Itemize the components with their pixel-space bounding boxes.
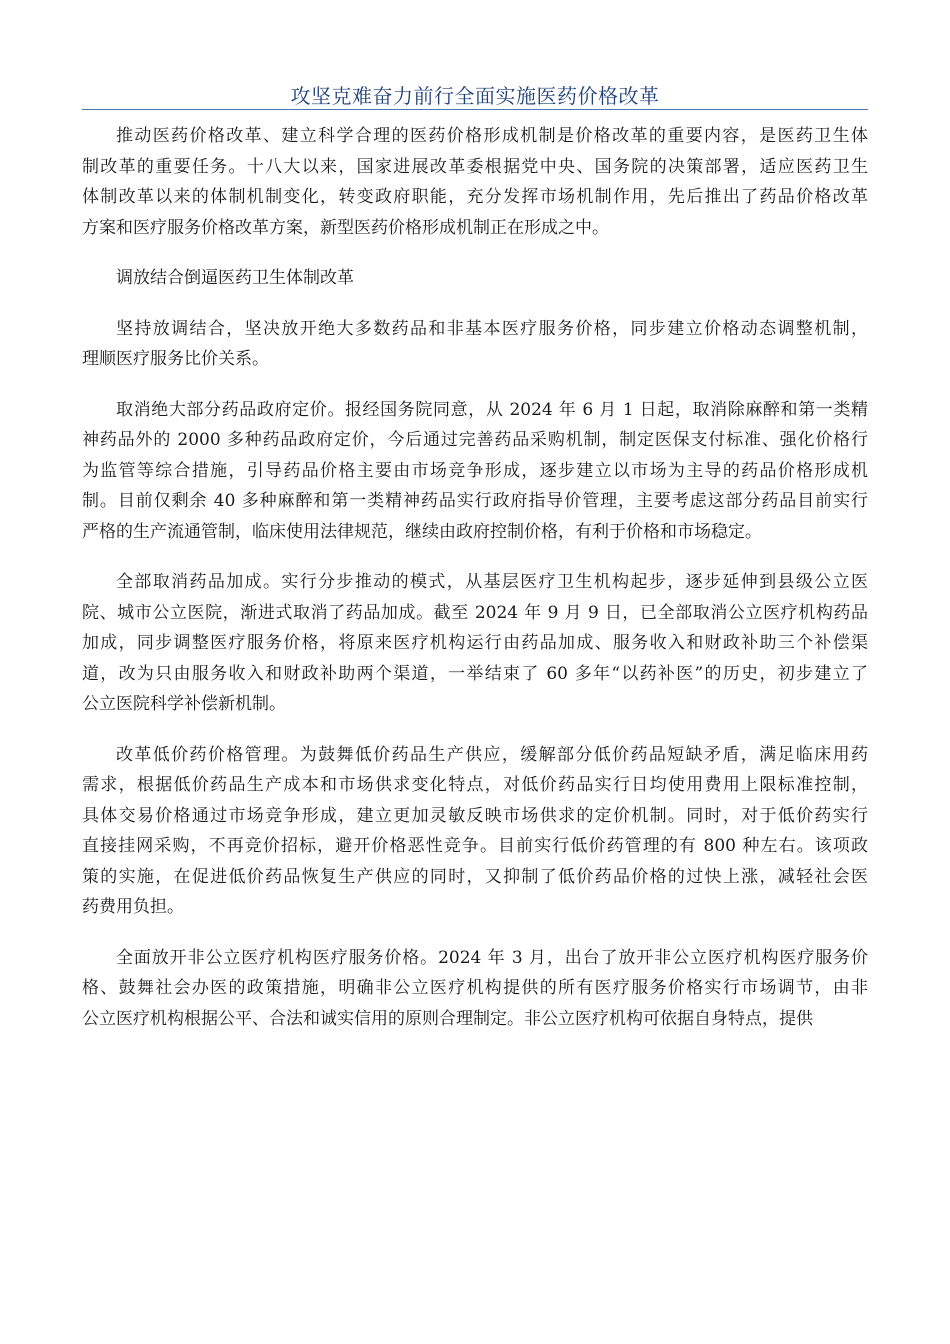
paragraph-line: 制。目前仅剩余 40 多种麻醉和第一类精神药品实行政府指导价管理，主要考虑这部分药品目前实行 [82, 491, 868, 511]
paragraph-line: 改革低价药价格管理。为鼓舞低价药品生产供应，缓解部分低价药品短缺矛盾，满足临床用药 [116, 744, 868, 765]
body-paragraph [82, 943, 868, 1035]
document-body [82, 121, 868, 1054]
paragraph-line: 公立医院科学补偿新机制。 [82, 694, 286, 714]
paragraph-line: 直接挂网采购，不再竞价招标，避开价格恶性竞争。目前实行低价药管理的有 800 种左右。该项政 [82, 836, 868, 856]
title-divider [82, 109, 868, 110]
body-paragraph [82, 740, 868, 923]
paragraph-line: 神药品外的 2000 多种药品政府定价，今后通过完善药品采购机制，制定医保支付标准、强化价格行 [82, 430, 868, 450]
body-paragraph [82, 121, 868, 243]
paragraph-line: 格、鼓舞社会办医的政策措施，明确非公立医疗机构提供的所有医疗服务价格实行市场调节，由非 [82, 978, 868, 998]
paragraph-line: 制改革的重要任务。十八大以来，国家进展改革委根据党中央、国务院的决策部署，适应医药卫生 [82, 156, 868, 177]
paragraph-line: 推动医药价格改革、建立科学合理的医药价格形成机制是价格改革的重要内容，是医药卫生体 [116, 126, 868, 146]
paragraph-line: 调放结合倒逼医药卫生体制改革 [116, 268, 354, 288]
paragraph-line: 策的实施，在促进低价药品恢复生产供应的同时，又抑制了低价药品价格的过快上涨，减轻社会医 [82, 866, 868, 887]
paragraph-line: 道，改为只由服务收入和财政补助两个渠道，一举结束了 60 多年“以药补医”的历史，初步建立了 [82, 663, 868, 684]
paragraph-line: 理顺医疗服务比价关系。 [82, 349, 269, 369]
paragraph-line: 加成，同步调整医疗服务价格，将原来医疗机构运行由药品加成、服务收入和财政补助三个补偿渠 [82, 633, 868, 653]
body-paragraph [82, 567, 868, 720]
paragraph-line: 为监管等综合措施，引导药品价格主要由市场竞争形成，逐步建立以市场为主导的药品价格形成机 [82, 460, 868, 481]
paragraph-line: 公立医疗机构根据公平、合法和诚实信用的原则合理制定。非公立医疗机构可依据自身特点，提供 [82, 1008, 813, 1029]
paragraph-line: 全面放开非公立医疗机构医疗服务价格。2024 年 3 月，出台了放开非公立医疗机构医疗服务价 [116, 947, 868, 968]
paragraph-line: 药费用负担。 [82, 897, 184, 917]
document-title: 攻坚克难奋力前行全面实施医药价格改革 [290, 84, 660, 108]
paragraph-line: 体制改革以来的体制机制变化，转变政府职能，充分发挥市场机制作用，先后推出了药品价格改革 [82, 187, 868, 207]
paragraph-line: 需求，根据低价药品生产成本和市场供求变化特点，对低价药品实行日均使用费用上限标准控制， [82, 775, 868, 795]
paragraph-line: 具体交易价格通过市场竞争形成，建立更加灵敏反映市场供求的定价机制。同时，对于低价药实行 [82, 805, 868, 826]
paragraph-line: 坚持放调结合，坚决放开绝大多数药品和非基本医疗服务价格，同步建立价格动态调整机制， [116, 318, 868, 339]
paragraph-line: 严格的生产流通管制，临床使用法律规范，继续由政府控制价格，有利于价格和市场稳定。 [82, 521, 762, 542]
body-paragraph [82, 263, 868, 294]
body-paragraph [82, 314, 868, 375]
paragraph-line: 院、城市公立医院，渐进式取消了药品加成。截至 2024 年 9 月 9 日，已全部取消公立医疗机构药品 [82, 602, 868, 623]
paragraph-line: 全部取消药品加成。实行分步推动的模式，从基层医疗卫生机构起步，逐步延伸到县级公立医 [116, 572, 868, 592]
paragraph-line: 方案和医疗服务价格改革方案，新型医药价格形成机制正在形成之中。 [82, 217, 609, 238]
body-paragraph [82, 395, 868, 548]
paragraph-line: 取消绝大部分药品政府定价。报经国务院同意，从 2024 年 6 月 1 日起，取消除麻醉和第一类精 [116, 399, 868, 420]
